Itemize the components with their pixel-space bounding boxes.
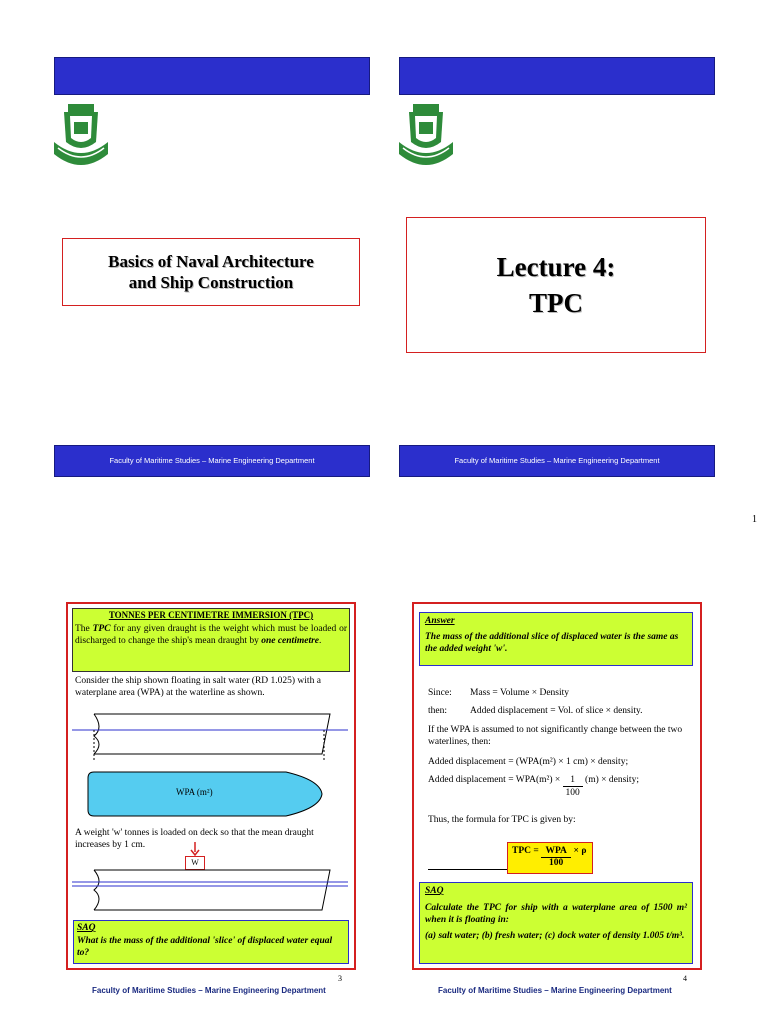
slide3-consider-text: Consider the ship shown floating in salt water (RD 1.025) with a waterplane area (WPA) at the waterline as shown. (75, 676, 321, 698)
slide1-footer-bar (54, 445, 370, 477)
slide4-saq-box (419, 882, 693, 964)
wpa-label: WPA (m²) (176, 787, 213, 797)
slide4-saq-question-1: Calculate the TPC for ship with a waterplane area of 1500 m² when it is floating in: (425, 903, 687, 925)
slide2-footer-text: Faculty of Maritime Studies – Marine Engineering Department (454, 456, 660, 465)
slide3-weight-text: A weight 'w' tonnes is loaded on deck so that the mean draught increases by 1 cm. (75, 828, 314, 850)
slide3-saq-title: SAQ (77, 923, 96, 933)
formula-denominator: 100 (549, 858, 564, 868)
slide1-title-box (62, 238, 360, 306)
formula-left: TPC = (512, 846, 542, 856)
formula-underline (428, 869, 512, 870)
equation-2: Added displacement = WPA(m²) × $\frac{1}{100}$ (m) × density; (428, 775, 639, 798)
slide4-footer: Faculty of Maritime Studies – Marine Engineering Department (438, 986, 672, 995)
slide4-saq-question-2: (a) salt water; (b) fresh water; (c) dock water of density 1.005 t/m³. (425, 931, 685, 941)
since-label: Since: (428, 688, 452, 698)
slide4-answer-box (419, 612, 693, 666)
slide3-heading: TONNES PER CENTIMETRE IMMERSION (TPC) (108, 610, 314, 620)
slide2-title-line1: Lecture 4: (496, 252, 616, 282)
ship-side-view-1 (72, 706, 348, 762)
slide3-definition-box (72, 608, 350, 672)
slide4-answer-text: The mass of the additional slice of displaced water is the same as the added weight 'w'. (425, 632, 679, 654)
page-number: 1 (752, 514, 757, 525)
ship-side-view-2 (72, 868, 348, 916)
thus-text: Thus, the formula for TPC is given by: (428, 815, 576, 825)
tpc-formula-box (507, 842, 593, 874)
then-row (428, 705, 688, 717)
university-logo (50, 102, 112, 176)
slide1-header-bar (54, 57, 370, 95)
slide4-number: 4 (683, 974, 687, 983)
slide2-title-box (406, 217, 706, 353)
slide3-saq-question: What is the mass of the additional 'slice' of displaced water equal to? (77, 936, 333, 958)
then-text: Added displacement = Vol. of slice × density. (470, 706, 643, 716)
slide3-definition: The TPC for any given draught is the weight which must be loaded or discharged to change the ship's mean draught by one centimetre. (75, 624, 347, 646)
university-logo-2 (395, 102, 457, 176)
slide3-saq-box (73, 920, 349, 964)
slide2-footer-bar (399, 445, 715, 477)
since-text: Mass = Volume × Density (470, 688, 570, 698)
slide3-number: 3 (338, 974, 342, 983)
down-arrow-icon (190, 842, 200, 856)
eq2-numerator: 1 (563, 774, 583, 787)
weight-box: W (185, 856, 205, 870)
slide4-saq-title: SAQ (425, 886, 444, 896)
equation-1: Added displacement = (WPA(m²) × 1 cm) × density; (428, 757, 629, 767)
slide4-answer-title: Answer (425, 616, 455, 626)
slide1-title-line2: and Ship Construction (128, 273, 294, 292)
slide1-title-line1: Basics of Naval Architecture (108, 252, 314, 271)
slide2-header-bar (399, 57, 715, 95)
assumption-text: If the WPA is assumed to not significantly change between the two waterlines, then: (428, 725, 683, 747)
since-row (428, 687, 688, 699)
formula-right: × ρ (571, 846, 587, 856)
slide3-footer: Faculty of Maritime Studies – Marine Engineering Department (92, 986, 326, 995)
slide1-footer-text: Faculty of Maritime Studies – Marine Engineering Department (109, 456, 315, 465)
slide2-title-line2: TPC (529, 288, 583, 318)
formula-numerator: WPA (541, 846, 571, 858)
then-label: then: (428, 706, 447, 716)
eq2-denominator: 100 (565, 788, 580, 798)
